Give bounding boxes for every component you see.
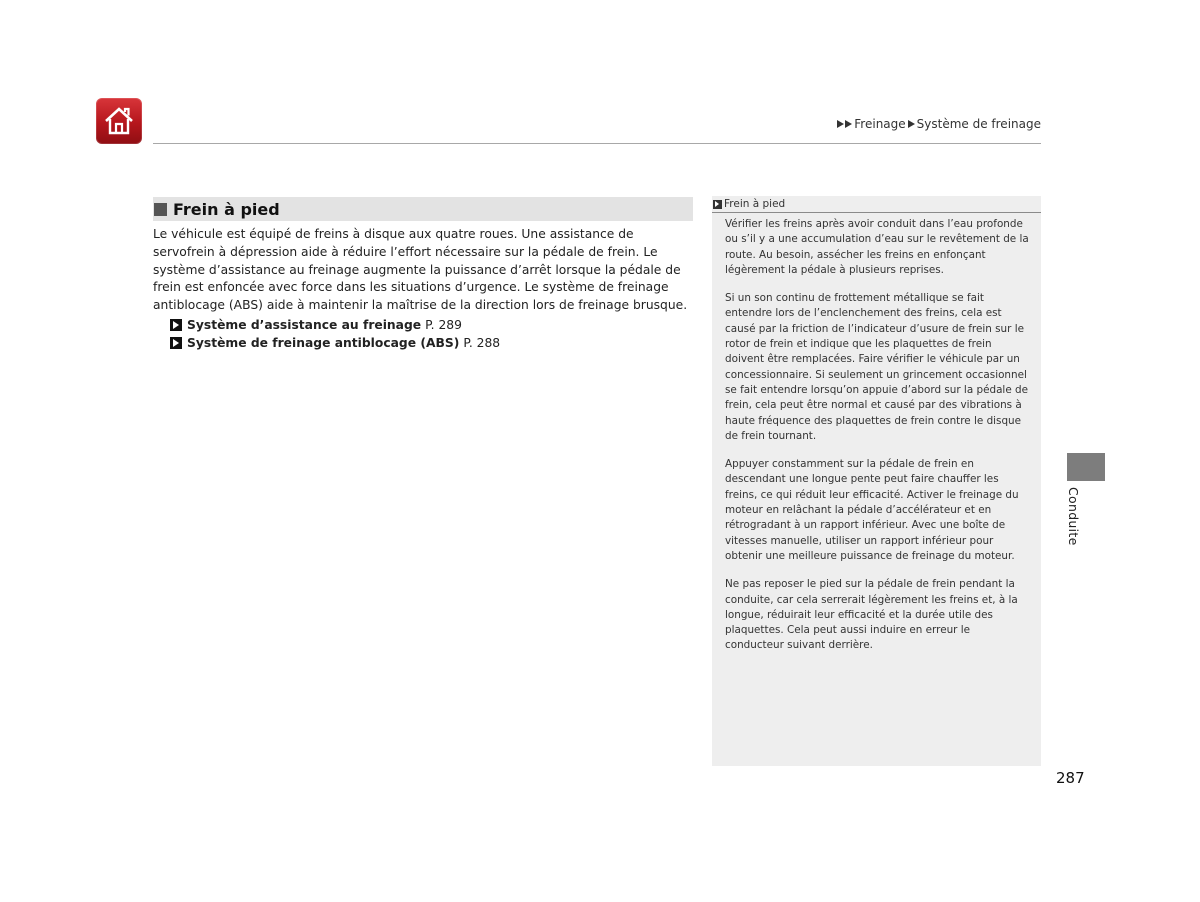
- chapter-tab-marker[interactable]: [1067, 453, 1105, 481]
- section-square-icon: [154, 203, 167, 216]
- reference-page: P. 289: [425, 318, 462, 332]
- section-paragraph: Le véhicule est équipé de freins à disque aux quatre roues. Une assistance de servofrein à dépression aide à réduire l’effort nécessaire sur la pédale de frein. Le système d’assistance au freinage augmente la puissance d’arrêt lorsque la pédale de frein est enfoncée avec force dans les situations d’urgence. Le système de freinage antiblocage (ABS) aide à maintenir la maîtrise de la direction lors de freinage brusque.: [153, 227, 688, 313]
- reference-link-abs[interactable]: [170, 334, 500, 352]
- section-heading-bar: [153, 197, 693, 221]
- header-divider: [153, 143, 1041, 144]
- breadcrumb-arrow-icon: [837, 120, 844, 128]
- sidebar-paragraph: Si un son continu de frottement métallique se fait entendre lors de l’enclenchement des freins, cela est causé par la friction de l’indicateur d’usure de frein sur le rotor de frein et indique que les plaquettes de frein doivent être remplacées. Faire vérifier le véhicule par un concessionnaire. Si seulement un grincement occasionnel se fait entendre lorsqu’on appuie d’abord sur la pédale de frein, cela peut être normal et causé par des vibrations à haute fréquence des plaquettes de frein contre le disque de frein tournant.: [725, 292, 1029, 442]
- breadcrumb-arrow-icon: [908, 120, 915, 128]
- reference-arrow-icon: [170, 319, 182, 331]
- reference-list: [170, 316, 500, 352]
- breadcrumb-item-freinage[interactable]: Freinage: [854, 117, 906, 131]
- home-icon: [103, 106, 135, 136]
- sidebar-note-title: Frein à pied: [724, 198, 786, 210]
- chapter-tab-label: Conduite: [1066, 487, 1081, 546]
- reference-page: P. 288: [463, 336, 501, 350]
- section-title: Frein à pied: [173, 199, 280, 219]
- breadcrumb: [837, 117, 1041, 131]
- sidebar-paragraph: Appuyer constamment sur la pédale de frein en descendant une longue pente peut faire chauffer les freins, ce qui réduit leur efficacité. Activer le freinage du moteur en relâchant la pédale d’accélérateur et en rétrogradant à un rapport inférieur. Avec une boîte de vitesses manuelle, utiliser un rapport inférieur pour obtenir une meilleure puissance de freinage du moteur.: [725, 458, 1019, 562]
- breadcrumb-item-systeme-de-freinage[interactable]: Système de freinage: [916, 117, 1041, 131]
- home-button[interactable]: [96, 98, 142, 144]
- sidebar-note-body: [725, 217, 1031, 667]
- sidebar-paragraph: Ne pas reposer le pied sur la pédale de frein pendant la conduite, car cela serrerait légèrement les freins et, à la longue, réduirait leur efficacité et la durée utile des plaquettes. Cela peut aussi induire en erreur le conducteur suivant derrière.: [725, 578, 1018, 652]
- page-number: 287: [1056, 769, 1085, 787]
- reference-arrow-icon: [170, 337, 182, 349]
- sidebar-note-panel: [712, 196, 1041, 766]
- sidebar-paragraph: Vérifier les freins après avoir conduit dans l’eau profonde ou s’il y a une accumulation d’eau sur le revêtement de la route. Au besoin, assécher les freins en enfonçant légèrement la pédale à plusieurs reprises.: [725, 218, 1029, 276]
- reference-label: Système de freinage antiblocage (ABS): [187, 336, 460, 350]
- sidebar-note-heading: [712, 196, 1041, 213]
- reference-link-assistance-freinage[interactable]: [170, 316, 500, 334]
- reference-label: Système d’assistance au freinage: [187, 318, 422, 332]
- breadcrumb-arrow-icon: [845, 120, 852, 128]
